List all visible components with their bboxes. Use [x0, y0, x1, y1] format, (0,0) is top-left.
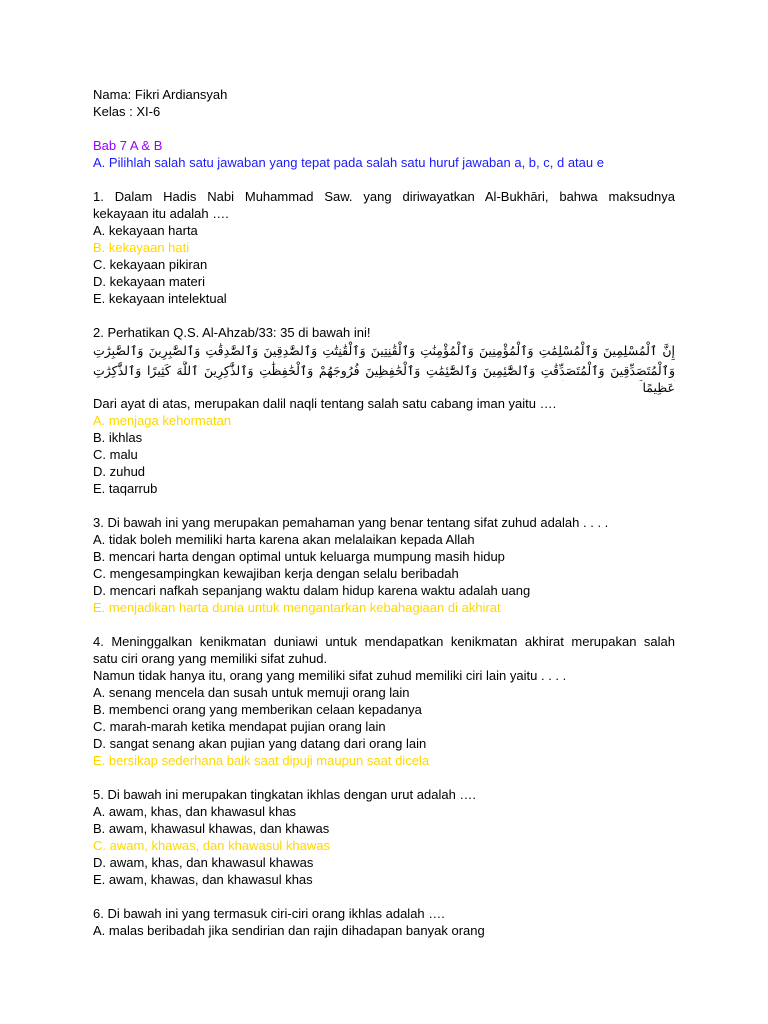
question-3-option-b: B. mencari harta dengan optimal untuk keluarga mumpung masih hidup — [93, 549, 505, 564]
question-3-option-e-answer: E. menjadikan harta dunia untuk mengantarkan kebahagiaan di akhirat — [93, 600, 501, 615]
section-title: Bab 7 A & B — [93, 138, 163, 153]
question-4-option-c: C. marah-marah ketika mendapat pujian orang lain — [93, 719, 386, 734]
question-2-option-e: E. taqarrub — [93, 481, 158, 496]
question-4-text-line-2: satu ciri orang yang memiliki sifat zuhud. — [93, 651, 328, 666]
quran-verse-line-1: إِنَّ ٱلْمُسْلِمِينَ وَٱلْمُسْلِمَٰتِ وَٱلْمُؤْمِنِينَ وَٱلْمُؤْمِنَٰتِ وَٱلْقَٰنِتِينَ وَٱلْقَٰنِتَٰتِ وَٱلصَّٰدِقِينَ وَٱلصَّٰدِقَٰتِ وَٱلصَّٰبِرِينَ وَٱلصَّٰبِرَٰتِ — [93, 343, 675, 358]
question-5-option-d: D. awam, khas, dan khawasul khawas — [93, 855, 314, 870]
student-name: Nama: Fikri Ardiansyah — [93, 87, 228, 102]
question-5 — [93, 786, 675, 888]
question-2-option-d: D. zuhud — [93, 464, 146, 479]
question-1-option-d: D. kekayaan materi — [93, 274, 205, 289]
quran-verse-line-3: عَظِيمًا — [642, 380, 675, 395]
question-4-option-a: A. senang mencela dan susah untuk memuji orang lain — [93, 685, 410, 700]
question-4-text-line-3: Namun tidak hanya itu, orang yang memiliki sifat zuhud memiliki ciri lain yaitu . . . . — [93, 668, 567, 683]
question-3-option-d: D. mencari nafkah sepanjang waktu dalam hidup karena waktu adalah uang — [93, 583, 531, 598]
question-2-option-c: C. malu — [93, 447, 138, 462]
question-1 — [93, 188, 675, 307]
question-6-text: 6. Di bawah ini yang termasuk ciri-ciri orang ikhlas adalah …. — [93, 906, 445, 921]
question-2-option-b: B. ikhlas — [93, 430, 143, 445]
question-4-option-d: D. sangat senang akan pujian yang datang dari orang lain — [93, 736, 427, 751]
question-6-option-a: A. malas beribadah jika sendirian dan rajin dihadapan banyak orang — [93, 923, 485, 938]
question-1-option-a: A. kekayaan harta — [93, 223, 198, 238]
student-class: Kelas : XI-6 — [93, 104, 161, 119]
question-5-option-b: B. awam, khawasul khawas, dan khawas — [93, 821, 330, 836]
question-5-text: 5. Di bawah ini merupakan tingkatan ikhlas dengan urut adalah …. — [93, 787, 477, 802]
question-2 — [93, 324, 675, 497]
question-1-option-e: E. kekayaan intelektual — [93, 291, 227, 306]
question-1-text-line-2: kekayaan itu adalah …. — [93, 206, 229, 221]
document-page — [93, 86, 675, 939]
section-instruction: A. Pilihlah salah satu jawaban yang tepat pada salah satu huruf jawaban a, b, c, d atau e — [93, 155, 604, 170]
question-3-option-a: A. tidak boleh memiliki harta karena akan melalaikan kepada Allah — [93, 532, 475, 547]
question-6 — [93, 905, 675, 939]
question-4-option-e-answer: E. bersikap sederhana baik saat dipuji maupun saat dicela — [93, 753, 430, 768]
question-3-text: 3. Di bawah ini yang merupakan pemahaman yang benar tentang sifat zuhud adalah . . . . — [93, 515, 609, 530]
question-5-option-e: E. awam, khawas, dan khawasul khas — [93, 872, 313, 887]
question-3 — [93, 514, 675, 616]
question-2-option-a-answer: A. menjaga kehormatan — [93, 413, 232, 428]
question-3-option-c: C. mengesampingkan kewajiban kerja dengan selalu beribadah — [93, 566, 459, 581]
question-4-option-b: B. membenci orang yang memberikan celaan kepadanya — [93, 702, 422, 717]
question-4-text-line-1: 4. Meninggalkan kenikmatan duniawi untuk mendapatkan kenikmatan akhirat merupakan salah — [93, 634, 675, 649]
question-1-text-line-1: 1. Dalam Hadis Nabi Muhammad Saw. yang diriwayatkan Al-Bukhāri, bahwa maksudnya — [93, 189, 675, 204]
question-1-option-c: C. kekayaan pikiran — [93, 257, 208, 272]
question-2-text-line-1: 2. Perhatikan Q.S. Al-Ahzab/33: 35 di bawah ini! — [93, 325, 371, 340]
question-2-text-line-2: Dari ayat di atas, merupakan dalil naqli tentang salah satu cabang iman yaitu …. — [93, 396, 557, 411]
question-4 — [93, 633, 675, 769]
question-1-option-b-answer: B. kekayaan hati — [93, 240, 190, 255]
quran-verse-line-2: وَٱلْمُتَصَدِّقِينَ وَٱلْمُتَصَدِّقَٰتِ وَٱلصَّٰٓئِمِينَ وَٱلصَّٰٓئِمَٰتِ وَٱلْحَٰفِظِينَ فُرُوجَهُمْ وَٱلْحَٰفِظَٰتِ وَٱلذَّٰكِرِينَ ٱللَّهَ كَثِيرًا وَٱلذَّٰكِرَٰتِ — [93, 363, 675, 378]
question-5-option-a: A. awam, khas, dan khawasul khas — [93, 804, 297, 819]
question-5-option-c-answer: C. awam, khawas, dan khawasul khawas — [93, 838, 331, 853]
